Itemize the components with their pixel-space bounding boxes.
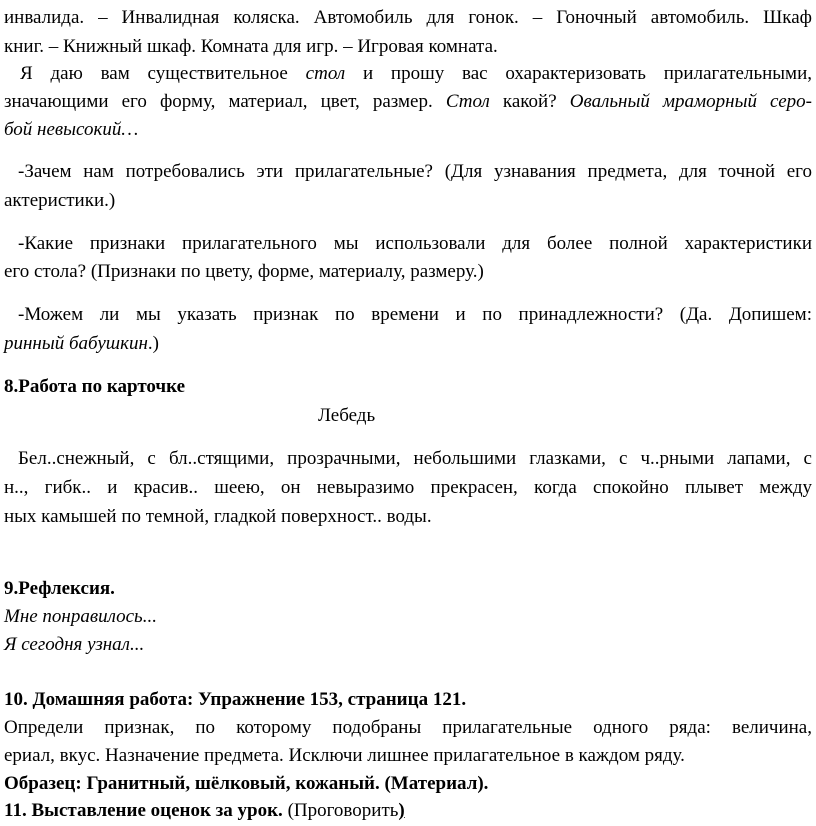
p2-oval-italic: Овальный мраморный серо- xyxy=(569,91,813,112)
p2-text-b: и прошу вас охарактеризовать прилагательными, xyxy=(345,63,812,84)
section-10-title: 10. Домашняя работа: Упражнение 153, страница 121. xyxy=(4,689,467,710)
homework-line-2: ериал, вкус. Назначение предмета. Исключи лишнее прилагательное в каждом ряду. xyxy=(4,745,685,766)
section-11-title: 11. Выставление оценок за урок. xyxy=(4,800,283,821)
p5-italic: ринный бабушкин xyxy=(4,333,148,354)
p2-stol-italic: Стол xyxy=(445,91,490,112)
section-11-line xyxy=(4,797,405,825)
p5-line-1: -Можем ли мы указать признак по времени и по принадлежности? (Да. Допишем: xyxy=(18,304,812,325)
section-11-tail: (Проговорить xyxy=(282,800,399,821)
p2-text-a: Я даю вам существительное xyxy=(20,63,306,84)
reflection-line-2: Я сегодня узнал... xyxy=(4,634,145,655)
p2-kakoy: какой? xyxy=(489,91,570,112)
p1-line-2: книг. – Книжный шкаф. Комната для игр. – Игровая комната. xyxy=(4,36,498,57)
p2-line2-text: значающими его форму, материал, цвет, размер. xyxy=(4,91,446,112)
reflection-line-1: Мне понравилось... xyxy=(4,606,157,627)
section-9-title: 9.Рефлексия. xyxy=(4,578,115,599)
homework-example: Образец: Гранитный, шёлковый, кожаный. (Материал). xyxy=(4,773,489,794)
p2-line-1 xyxy=(20,60,812,88)
homework-line-1: Определи признак, по которому подобраны прилагательные одного ряда: величина, xyxy=(4,717,812,738)
p5-line-2 xyxy=(4,330,159,358)
p5-tail: .) xyxy=(147,333,159,354)
p4-line-2: его стола? (Признаки по цвету, форме, материалу, размеру.) xyxy=(4,261,484,282)
card-title: Лебедь xyxy=(318,405,376,426)
p2-line-2 xyxy=(4,88,812,116)
p2-word-stol: стол xyxy=(305,63,346,84)
p1-line-1: инвалида. – Инвалидная коляска. Автомобиль для гонок. – Гоночный автомобиль. Шкаф xyxy=(4,7,812,28)
card-line-1: Бел..снежный, с бл..стящими, прозрачными, небольшими глазками, с ч..рными лапами, с xyxy=(18,448,812,469)
card-line-2: н.., гибк.. и красив.. шеею, он невыразимо прекрасен, когда спокойно плывет между xyxy=(4,477,812,498)
p3-line-1: -Зачем нам потребовались эти прилагательные? (Для узнавания предмета, для точной его xyxy=(18,161,812,182)
section-11-close: ) xyxy=(398,800,405,821)
p3-line-2: актеристики.) xyxy=(4,190,116,211)
p2-line-3: бой невысокий… xyxy=(4,119,139,140)
p4-line-1: -Какие признаки прилагательного мы использовали для более полной характеристики xyxy=(18,233,812,254)
card-line-3: ных камышей по темной, гладкой поверхност.. воды. xyxy=(4,506,432,527)
section-8-title: 8.Работа по карточке xyxy=(4,376,186,397)
